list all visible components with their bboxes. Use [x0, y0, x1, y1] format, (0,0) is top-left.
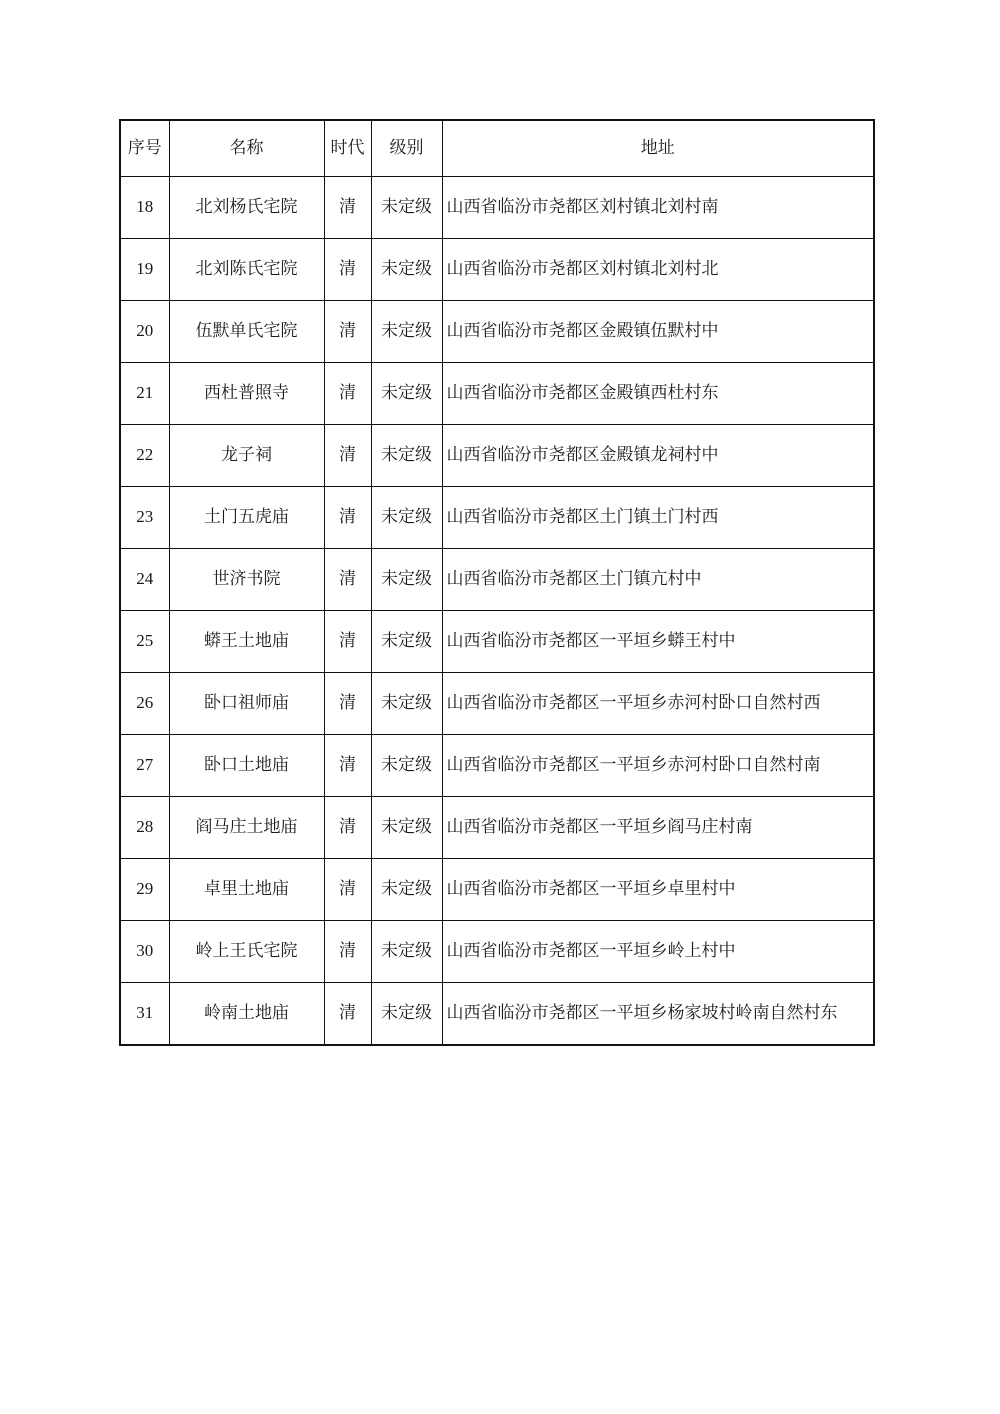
cell-level: 未定级: [371, 859, 442, 921]
cell-address: 山西省临汾市尧都区一平垣乡阎马庄村南: [442, 797, 874, 859]
table-header: [120, 120, 874, 177]
cell-level: 未定级: [371, 239, 442, 301]
cell-era: 清: [324, 859, 371, 921]
table-row: [120, 363, 874, 425]
cell-era: 清: [324, 983, 371, 1046]
table-row: [120, 301, 874, 363]
cell-name: 岭南土地庙: [169, 983, 324, 1046]
cell-name: 世济书院: [169, 549, 324, 611]
cell-address: 山西省临汾市尧都区一平垣乡岭上村中: [442, 921, 874, 983]
cell-era: 清: [324, 797, 371, 859]
cell-level: 未定级: [371, 549, 442, 611]
table-row: [120, 983, 874, 1046]
cell-address: 山西省临汾市尧都区土门镇亢村中: [442, 549, 874, 611]
cell-address: 山西省临汾市尧都区一平垣乡赤河村卧口自然村西: [442, 673, 874, 735]
table-row: [120, 425, 874, 487]
cell-index: 25: [120, 611, 169, 673]
cell-address: 山西省临汾市尧都区一平垣乡杨家坡村岭南自然村东: [442, 983, 874, 1046]
cell-level: 未定级: [371, 673, 442, 735]
cell-level: 未定级: [371, 425, 442, 487]
cell-level: 未定级: [371, 797, 442, 859]
cell-name: 北刘杨氏宅院: [169, 177, 324, 239]
table-row: [120, 611, 874, 673]
cell-index: 22: [120, 425, 169, 487]
cell-address: 山西省临汾市尧都区金殿镇伍默村中: [442, 301, 874, 363]
cell-level: 未定级: [371, 611, 442, 673]
header-level: 级别: [371, 120, 442, 177]
cell-level: 未定级: [371, 177, 442, 239]
cell-name: 卧口祖师庙: [169, 673, 324, 735]
header-era: 时代: [324, 120, 371, 177]
cell-era: 清: [324, 611, 371, 673]
cell-era: 清: [324, 735, 371, 797]
table-row: [120, 921, 874, 983]
header-index: 序号: [120, 120, 169, 177]
cell-name: 土门五虎庙: [169, 487, 324, 549]
cell-name: 卓里土地庙: [169, 859, 324, 921]
cell-era: 清: [324, 549, 371, 611]
cell-address: 山西省临汾市尧都区金殿镇西杜村东: [442, 363, 874, 425]
cell-name: 北刘陈氏宅院: [169, 239, 324, 301]
cell-name: 岭上王氏宅院: [169, 921, 324, 983]
cell-level: 未定级: [371, 735, 442, 797]
cell-level: 未定级: [371, 301, 442, 363]
cell-index: 29: [120, 859, 169, 921]
table-row: [120, 673, 874, 735]
cell-index: 20: [120, 301, 169, 363]
table-row: [120, 797, 874, 859]
cell-era: 清: [324, 425, 371, 487]
cell-era: 清: [324, 921, 371, 983]
cell-index: 27: [120, 735, 169, 797]
cell-era: 清: [324, 363, 371, 425]
table-row: [120, 549, 874, 611]
cell-name: 卧口土地庙: [169, 735, 324, 797]
cell-address: 山西省临汾市尧都区一平垣乡卓里村中: [442, 859, 874, 921]
table-row: [120, 177, 874, 239]
cell-level: 未定级: [371, 983, 442, 1046]
cell-era: 清: [324, 239, 371, 301]
cell-index: 24: [120, 549, 169, 611]
cell-index: 31: [120, 983, 169, 1046]
cell-era: 清: [324, 673, 371, 735]
header-row: [120, 120, 874, 177]
cell-name: 蟒王土地庙: [169, 611, 324, 673]
cell-address: 山西省临汾市尧都区一平垣乡蟒王村中: [442, 611, 874, 673]
cell-level: 未定级: [371, 363, 442, 425]
cell-name: 阎马庄土地庙: [169, 797, 324, 859]
table-row: [120, 487, 874, 549]
cell-address: 山西省临汾市尧都区金殿镇龙祠村中: [442, 425, 874, 487]
cell-era: 清: [324, 177, 371, 239]
cell-address: 山西省临汾市尧都区刘村镇北刘村北: [442, 239, 874, 301]
cell-level: 未定级: [371, 487, 442, 549]
cell-era: 清: [324, 487, 371, 549]
cell-name: 西杜普照寺: [169, 363, 324, 425]
cell-index: 28: [120, 797, 169, 859]
cell-name: 龙子祠: [169, 425, 324, 487]
table-row: [120, 735, 874, 797]
cell-name: 伍默单氏宅院: [169, 301, 324, 363]
cell-index: 23: [120, 487, 169, 549]
cell-level: 未定级: [371, 921, 442, 983]
cell-index: 26: [120, 673, 169, 735]
cell-address: 山西省临汾市尧都区土门镇土门村西: [442, 487, 874, 549]
table-row: [120, 859, 874, 921]
table-row: [120, 239, 874, 301]
cell-index: 30: [120, 921, 169, 983]
header-name: 名称: [169, 120, 324, 177]
table-body: [120, 177, 874, 1046]
cell-index: 19: [120, 239, 169, 301]
cell-address: 山西省临汾市尧都区一平垣乡赤河村卧口自然村南: [442, 735, 874, 797]
cell-address: 山西省临汾市尧都区刘村镇北刘村南: [442, 177, 874, 239]
cell-index: 18: [120, 177, 169, 239]
heritage-sites-table: [119, 119, 875, 1046]
header-address: 地址: [442, 120, 874, 177]
cell-index: 21: [120, 363, 169, 425]
cell-era: 清: [324, 301, 371, 363]
